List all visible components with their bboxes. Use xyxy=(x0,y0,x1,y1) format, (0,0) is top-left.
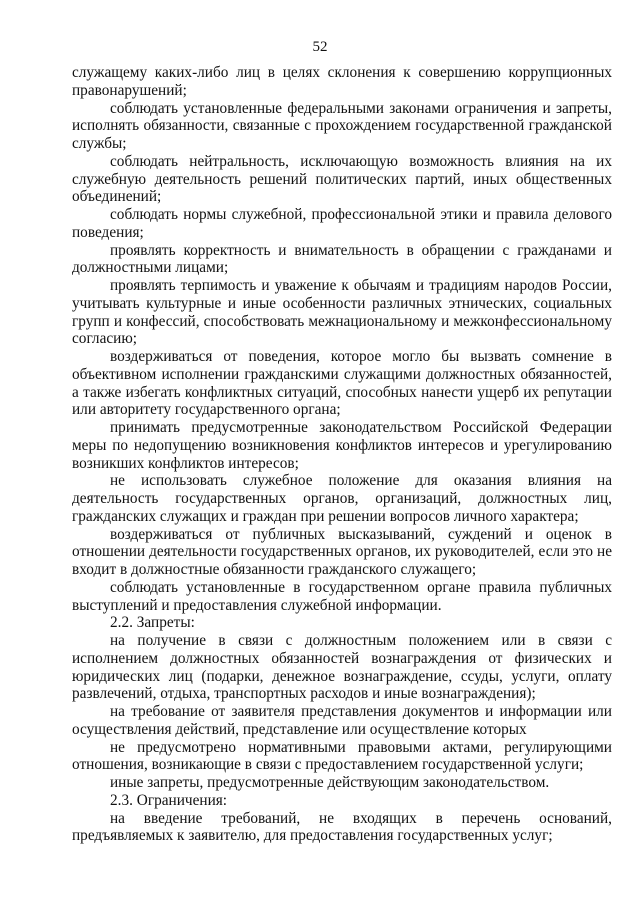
paragraph: проявлять корректность и внимательность в обращении с гражданами и должностными лицами; xyxy=(72,241,612,277)
section-heading-prohibitions: 2.2. Запреты: xyxy=(110,614,195,632)
paragraph: на введение требований, не входящих в перечень оснований, предъявляемых к заявителю, для предоставления государственных услуг; xyxy=(72,809,612,845)
paragraph: иные запреты, предусмотренные действующим законодательством. xyxy=(110,774,550,791)
paragraph: соблюдать установленные федеральными законами ограничения и запреты, исполнять обязанности, связанные с прохождением государственной гражданской службы; xyxy=(72,99,612,152)
paragraph: воздерживаться от поведения, которое могло бы вызвать сомнение в объективном исполнении гражданскими служащими должностных обязанностей, а также избегать конфликтных ситуаций, способных нанести ущерб их репутации или авторитету государственного органа; xyxy=(72,348,612,419)
paragraph: не предусмотрено нормативными правовыми актами, регулирующими отношения, возникающие в связи с предоставлением государственной услуги; xyxy=(72,738,612,774)
page-number: 52 xyxy=(312,39,328,55)
paragraph: соблюдать нейтральность, исключающую возможность влияния на их служебную деятельность решений политических партий, иных общественных объединений; xyxy=(72,152,612,206)
paragraph: проявлять терпимость и уважение к обычаям и традициям народов России, учитывать культурные и иные особенности различных этнических, социальных групп и конфессий, способствовать межнациональному и межконфессиональному согласию; xyxy=(72,277,612,348)
document-body xyxy=(72,64,612,845)
paragraph: соблюдать нормы служебной, профессиональной этики и правила делового поведения; xyxy=(72,206,612,241)
paragraph: на требование от заявителя представления документов и информации или осуществления действий, представление или осуществление которых xyxy=(72,703,612,738)
paragraph: на получение в связи с должностным положением или в связи с исполнением должностных обязанностей вознаграждения от физических и юридических лиц (подарки, денежное вознаграждение, ссуды, услуги, оплату развлечений, отдыха, транспортных расходов и иные вознаграждения); xyxy=(72,632,612,703)
paragraph: воздерживаться от публичных высказываний, суждений и оценок в отношении деятельности государственных органов, их руководителей, если это не входит в должностные обязанности гражданского служащего; xyxy=(72,525,612,578)
paragraph: не использовать служебное положение для оказания влияния на деятельность государственных органов, организаций, должностных лиц, гражданских служащих и граждан при решении вопросов личного характера; xyxy=(72,472,612,525)
paragraph-continuation: служащему каких-либо лиц в целях склонения к совершению коррупционных правонарушений; xyxy=(72,64,612,99)
paragraph: принимать предусмотренные законодательством Российской Федерации меры по недопущению возникновения конфликтов интересов и урегулированию возникших конфликтов интересов; xyxy=(72,419,612,472)
paragraph: соблюдать установленные в государственном органе правила публичных выступлений и предоставления служебной информации. xyxy=(72,578,612,614)
section-heading-restrictions: 2.3. Ограничения: xyxy=(110,791,228,809)
